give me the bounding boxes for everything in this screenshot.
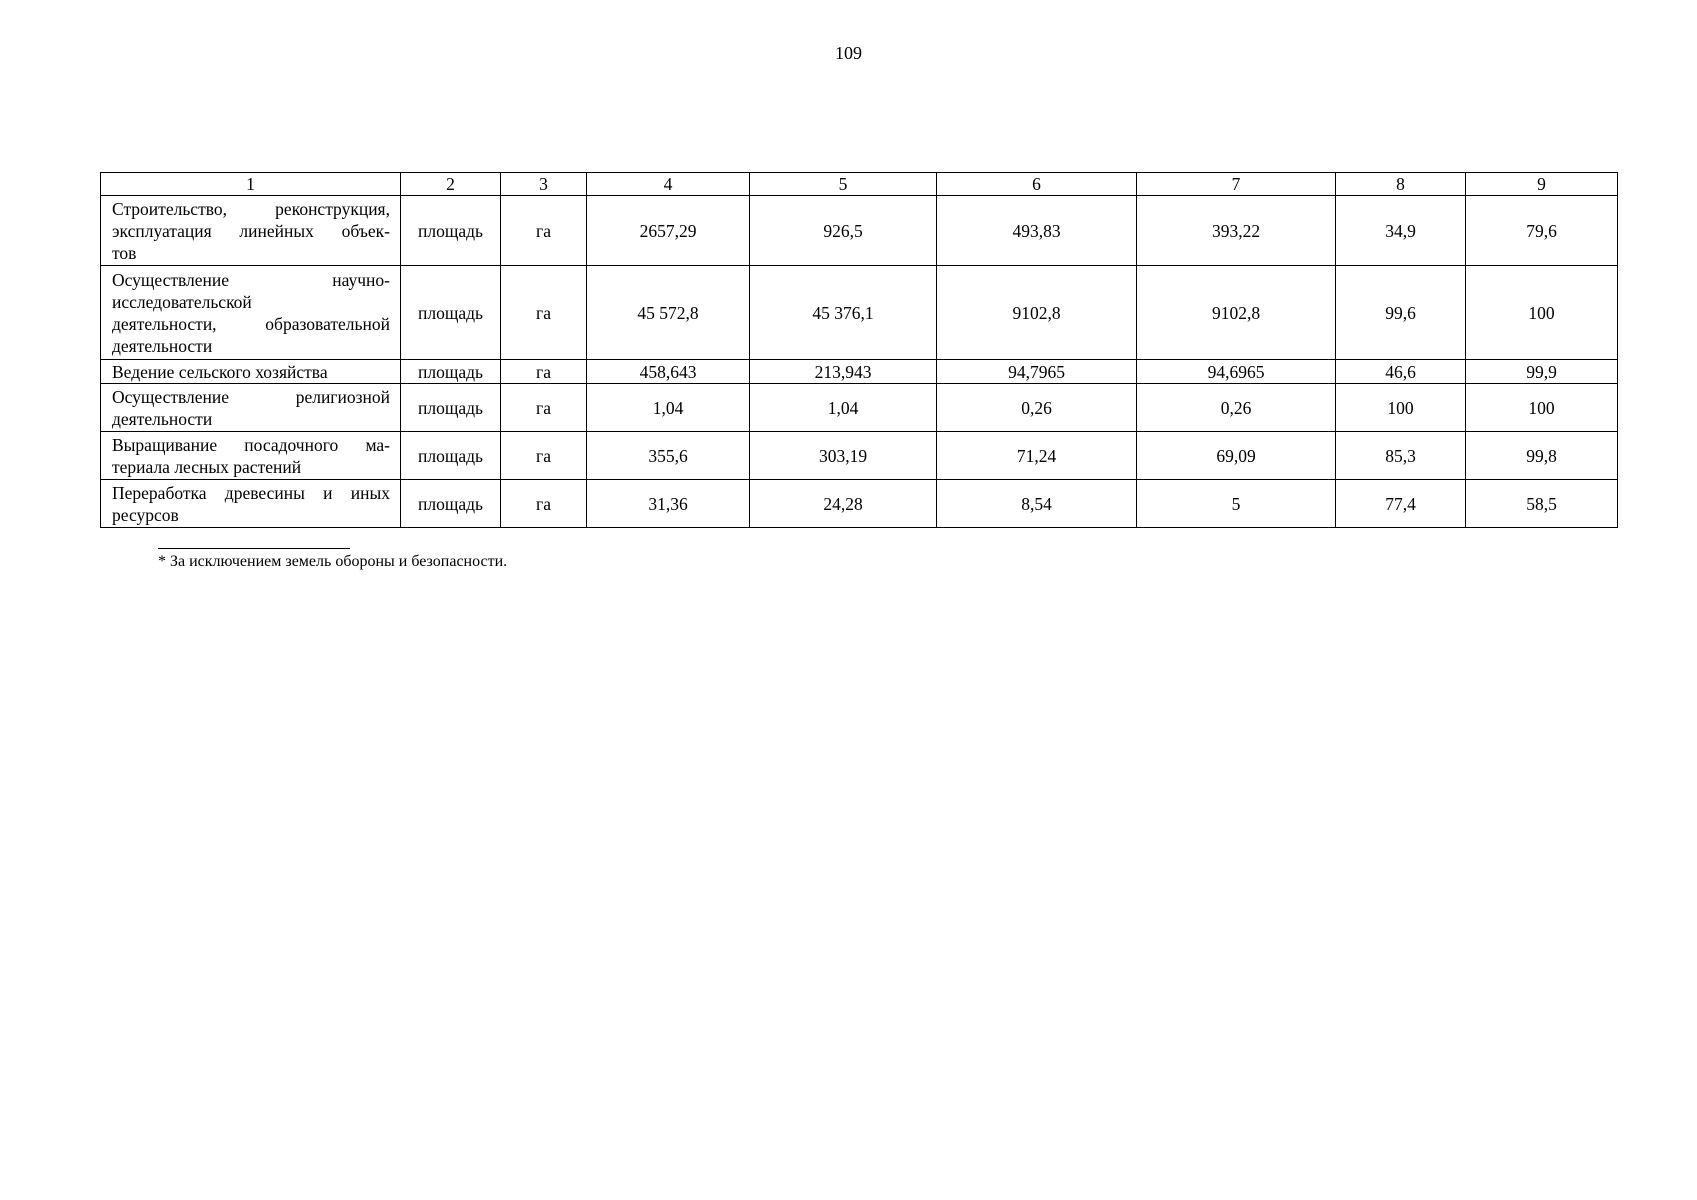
land-use-name-cell bbox=[101, 266, 401, 360]
value-cell-col-6: 8,54 bbox=[937, 480, 1137, 528]
land-use-name-line: исследовательской bbox=[112, 291, 252, 312]
page-number: 109 bbox=[835, 43, 862, 63]
indicator-cell: площадь bbox=[401, 196, 501, 266]
table-header-row bbox=[101, 173, 1618, 196]
land-use-name-line: деятельности bbox=[112, 408, 213, 429]
value-cell-col-4: 2657,29 bbox=[587, 196, 750, 266]
table-row bbox=[101, 480, 1618, 528]
value-cell-col-4: 45 572,8 bbox=[587, 266, 750, 360]
value-cell-col-5: 1,04 bbox=[750, 384, 937, 432]
table-row bbox=[101, 196, 1618, 266]
column-number-9: 9 bbox=[1466, 173, 1618, 196]
value-cell-col-4: 458,643 bbox=[587, 360, 750, 384]
land-use-name-line: деятельности, образовательной bbox=[112, 313, 390, 334]
unit-cell: га bbox=[501, 360, 587, 384]
column-number-5: 5 bbox=[750, 173, 937, 196]
land-use-name-line: Строительство, реконструкция, bbox=[112, 198, 390, 219]
value-cell-col-5: 45 376,1 bbox=[750, 266, 937, 360]
value-cell-col-9: 58,5 bbox=[1466, 480, 1618, 528]
value-cell-col-9: 99,8 bbox=[1466, 432, 1618, 480]
table-row bbox=[101, 360, 1618, 384]
land-use-name-line: Осуществление религиозной bbox=[112, 386, 390, 407]
indicator-cell: площадь bbox=[401, 384, 501, 432]
value-cell-col-6: 0,26 bbox=[937, 384, 1137, 432]
value-cell-col-7: 69,09 bbox=[1137, 432, 1336, 480]
value-cell-col-7: 9102,8 bbox=[1137, 266, 1336, 360]
land-use-name-cell bbox=[101, 480, 401, 528]
land-use-name-cell bbox=[101, 384, 401, 432]
value-cell-col-6: 71,24 bbox=[937, 432, 1137, 480]
value-cell-col-9: 100 bbox=[1466, 384, 1618, 432]
column-number-7: 7 bbox=[1137, 173, 1336, 196]
table-row bbox=[101, 432, 1618, 480]
indicator-cell: площадь bbox=[401, 266, 501, 360]
footnote: * За исключением земель обороны и безопасности. bbox=[158, 553, 508, 570]
column-number-2: 2 bbox=[401, 173, 501, 196]
land-use-name-cell bbox=[101, 432, 401, 480]
value-cell-col-7: 5 bbox=[1137, 480, 1336, 528]
value-cell-col-4: 355,6 bbox=[587, 432, 750, 480]
value-cell-col-5: 303,19 bbox=[750, 432, 937, 480]
value-cell-col-9: 79,6 bbox=[1466, 196, 1618, 266]
table-row bbox=[101, 384, 1618, 432]
value-cell-col-9: 100 bbox=[1466, 266, 1618, 360]
unit-cell: га bbox=[501, 480, 587, 528]
land-use-name-cell bbox=[101, 196, 401, 266]
column-number-6: 6 bbox=[937, 173, 1137, 196]
value-cell-col-4: 31,36 bbox=[587, 480, 750, 528]
value-cell-col-5: 24,28 bbox=[750, 480, 937, 528]
value-cell-col-6: 9102,8 bbox=[937, 266, 1137, 360]
value-cell-col-8: 99,6 bbox=[1336, 266, 1466, 360]
unit-cell: га bbox=[501, 196, 587, 266]
value-cell-col-4: 1,04 bbox=[587, 384, 750, 432]
value-cell-col-8: 85,3 bbox=[1336, 432, 1466, 480]
value-cell-col-5: 926,5 bbox=[750, 196, 937, 266]
value-cell-col-5: 213,943 bbox=[750, 360, 937, 384]
column-number-4: 4 bbox=[587, 173, 750, 196]
indicator-cell: площадь bbox=[401, 432, 501, 480]
value-cell-col-7: 0,26 bbox=[1137, 384, 1336, 432]
land-use-name-line: ресурсов bbox=[112, 504, 179, 525]
table-body bbox=[101, 173, 1618, 528]
land-use-name-line: эксплуатация линейных объек- bbox=[112, 220, 390, 241]
value-cell-col-8: 100 bbox=[1336, 384, 1466, 432]
land-use-name-line: тов bbox=[112, 242, 137, 263]
unit-cell: га bbox=[501, 266, 587, 360]
value-cell-col-7: 94,6965 bbox=[1137, 360, 1336, 384]
unit-cell: га bbox=[501, 432, 587, 480]
land-use-name-line: Переработка древесины и иных bbox=[112, 482, 390, 503]
value-cell-col-8: 34,9 bbox=[1336, 196, 1466, 266]
land-use-name-line: Осуществление научно- bbox=[112, 269, 390, 290]
value-cell-col-6: 493,83 bbox=[937, 196, 1137, 266]
land-use-name-line: Выращивание посадочного ма- bbox=[112, 434, 390, 455]
value-cell-col-8: 77,4 bbox=[1336, 480, 1466, 528]
value-cell-col-6: 94,7965 bbox=[937, 360, 1137, 384]
value-cell-col-9: 99,9 bbox=[1466, 360, 1618, 384]
column-number-3: 3 bbox=[501, 173, 587, 196]
value-cell-col-7: 393,22 bbox=[1137, 196, 1336, 266]
table-row bbox=[101, 266, 1618, 360]
unit-cell: га bbox=[501, 384, 587, 432]
column-number-8: 8 bbox=[1336, 173, 1466, 196]
land-use-name-line: Ведение сельского хозяйства bbox=[112, 361, 328, 382]
data-table bbox=[100, 172, 1618, 528]
indicator-cell: площадь bbox=[401, 480, 501, 528]
footnote-divider bbox=[158, 548, 350, 549]
land-use-name-cell bbox=[101, 360, 401, 384]
land-use-name-line: деятельности bbox=[112, 335, 213, 356]
value-cell-col-8: 46,6 bbox=[1336, 360, 1466, 384]
column-number-1: 1 bbox=[101, 173, 401, 196]
land-use-name-line: териала лесных растений bbox=[112, 456, 302, 477]
indicator-cell: площадь bbox=[401, 360, 501, 384]
